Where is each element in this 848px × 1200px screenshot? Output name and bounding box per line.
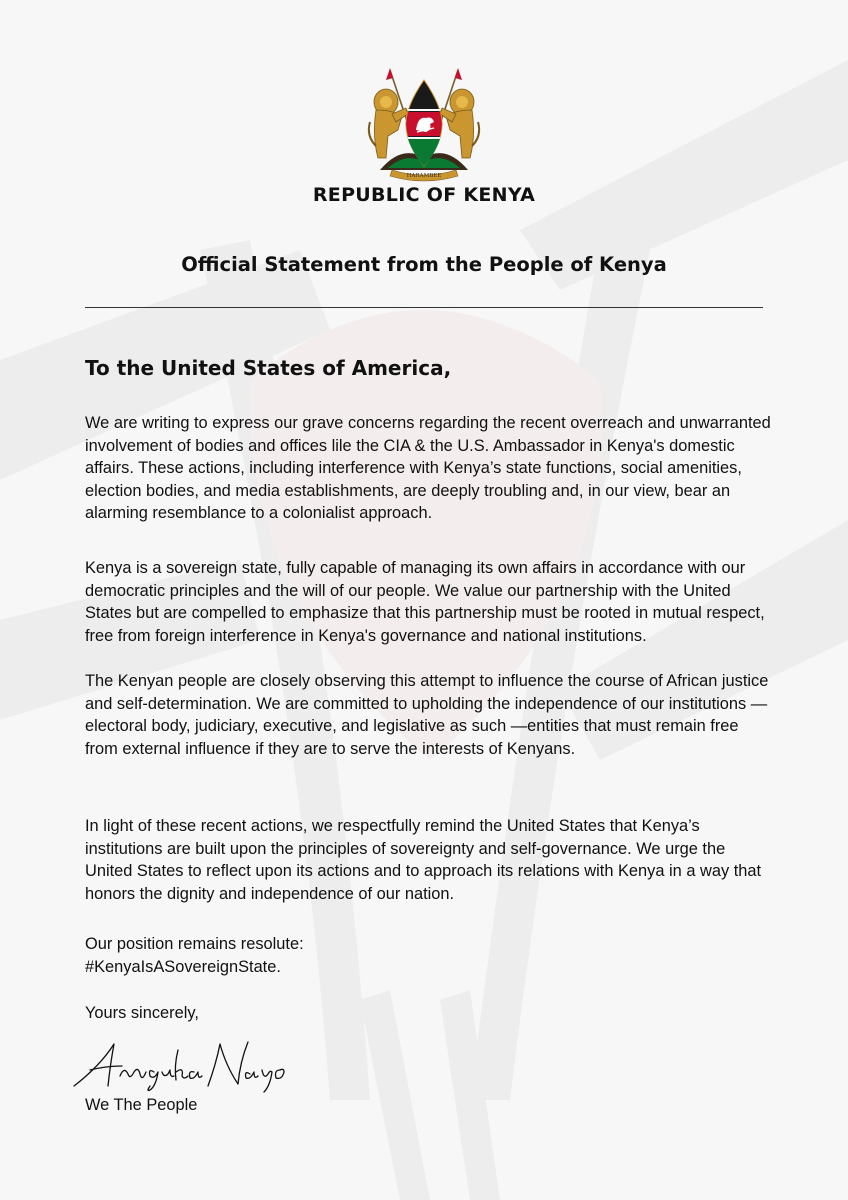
kenya-coat-of-arms-icon	[362, 66, 486, 184]
body-paragraph-2: Kenya is a sovereign state, fully capable of managing its own affairs in accordance with our democratic principles and the will of our people. We value our partnership with the United States but are compelled to emphasize that this partnership must be rooted in mutual respect, free from foreign interference in Kenya's governance and national institutions.	[85, 559, 765, 645]
motto-text: HARAMBEE	[406, 173, 442, 179]
body-paragraph-4: In light of these recent actions, we respectfully remind the United States that Kenya’s institutions are built upon the principles of sovereignty and self-governance. We urge the United States to reflect upon its actions and to approach its relations with Kenya in a way that honors the dignity and independence of our nation.	[85, 817, 762, 903]
position-line: Our position remains resolute:	[85, 935, 304, 953]
body-paragraph-3: The Kenyan people are closely observing this attempt to influence the course of African justice and self-determination. We are committed to upholding the independence of our institutions — electoral body, judiciary, executive, and legislative as such —entities that must remain free from external influence if they are to serve the interests of Kenyans.	[85, 672, 769, 758]
hashtag: #KenyaIsASovereignState.	[85, 957, 281, 976]
position-statement	[85, 933, 775, 978]
country-heading: REPUBLIC OF KENYA	[312, 184, 536, 206]
divider	[85, 307, 763, 308]
salutation: To the United States of America,	[85, 356, 452, 380]
statement-title: Official Statement from the People of Kenya	[181, 253, 667, 276]
handwritten-signature	[70, 1036, 292, 1094]
closing: Yours sincerely,	[85, 1004, 199, 1022]
signee: We The People	[85, 1096, 198, 1114]
body-paragraph-1: We are writing to express our grave concerns regarding the recent overreach and unwarranted involvement of bodies and offices lile the CIA & the U.S. Ambassador in Kenya's domestic affairs. These actions, including interference with Kenya’s state functions, social amenities, election bodies, and media establishments, are deeply troubling and, in our view, bear an alarming resemblance to a colonialist approach.	[85, 414, 771, 522]
